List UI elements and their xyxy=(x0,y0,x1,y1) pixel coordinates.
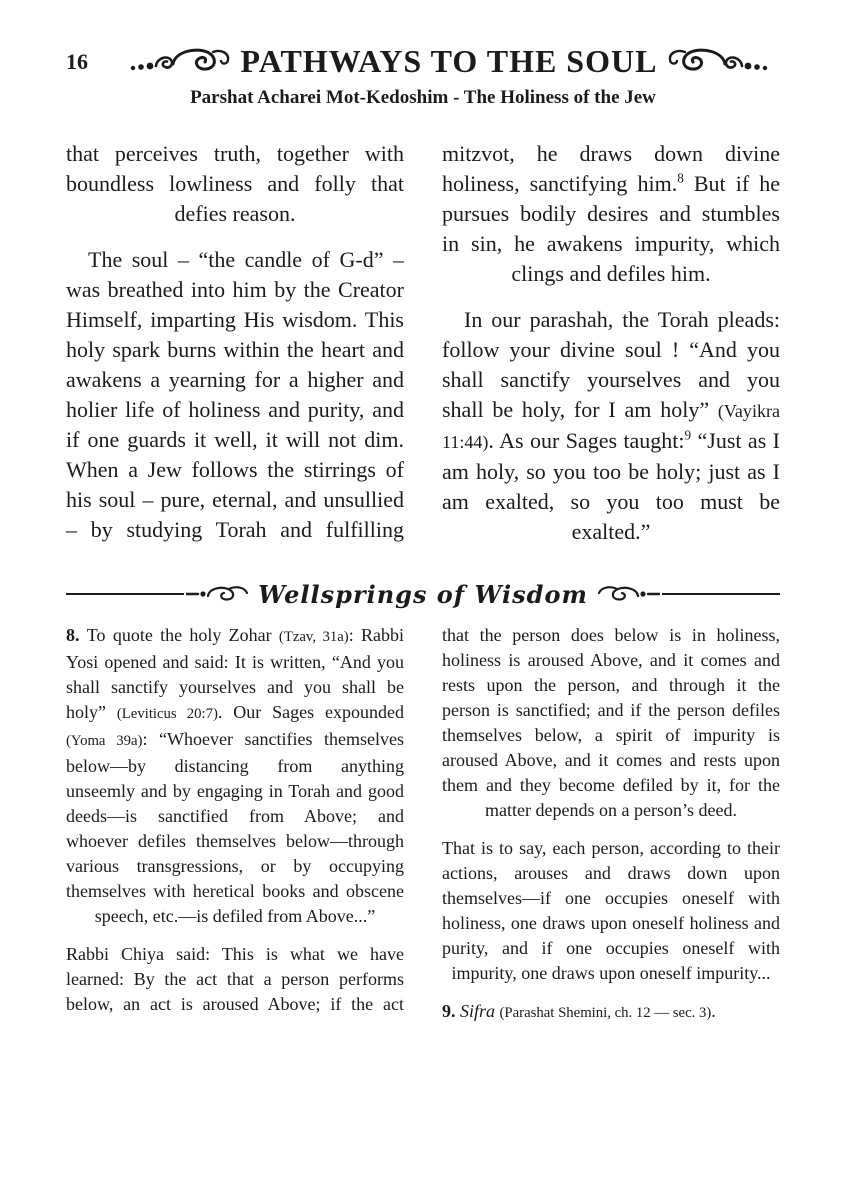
page-number: 16 xyxy=(66,48,88,74)
main-column-left xyxy=(66,139,404,563)
footnote-column-left xyxy=(66,623,404,1039)
book-title: PATHWAYS TO THE SOUL xyxy=(240,43,658,79)
footnotes xyxy=(66,623,780,1039)
footnote-column-right xyxy=(442,623,780,1039)
divider-title: Wellsprings of Wisdom xyxy=(258,579,588,609)
page-header xyxy=(66,44,780,79)
divider-rule-left xyxy=(66,593,184,595)
divider-swirl-left-icon xyxy=(186,584,250,604)
footnote-8-paragraph-4: That is to say, each person, according to their actions, arouses and draws down upon themselves—if one occupies oneself with holiness, one draws upon oneself holiness and purity, and if one occupies oneself with impurity, one draws upon oneself impurity... xyxy=(442,838,780,984)
divider-swirl-right-icon xyxy=(596,584,660,604)
main-left-paragraph-2: The soul – “the candle of G-d” – was breathed into him by the Creator Himself, imparting His wisdom. This holy spark burns within the heart and awakens a yearning for a higher and holier life of holiness and purity, and if one guards it well, it will not dim. When a Jew follows the stirrings of his soul – pure, eternal, and unsullied – by studying Torah and fulfilling xyxy=(66,247,404,543)
main-column-right xyxy=(442,139,780,563)
divider-rule-right xyxy=(662,593,780,595)
chapter-subtitle: Parshat Acharei Mot-Kedoshim - The Holiness of the Jew xyxy=(190,87,656,109)
flourish-right-icon xyxy=(665,45,769,79)
main-right-paragraph-1: mitzvot, he draws down divine holiness, sanctifying him.$^8$ But if he pursues bodily desires and stumbles in sin, he awakens impurity, which clings and defiles him. xyxy=(442,141,780,287)
flourish-left-icon xyxy=(129,45,233,79)
main-left-paragraph-1: that perceives truth, together with boundless lowliness and folly that defies reason. xyxy=(66,141,404,227)
title-block xyxy=(118,44,780,79)
footnote-divider xyxy=(66,577,780,611)
footnote-8-paragraph-1: 8. To quote the holy Zohar (Tzav, 31a): Rabbi Yosi opened and said: It is written, “And you shall sanctify yourselves and you shall be holy” (Leviticus 20:7). Our Sages expounded (Yoma 39a): “Whoever sanctifies themselves below—by distancing from anything unseemly and by engaging in Torah and good deeds—is sanctified from Above; and whoever defiles themselves below—through various transgressions, or by occupying themselves with heretical books and obscene speech, etc.—is defiled from Above...” xyxy=(66,625,405,927)
footnote-9-paragraph: 9. Sifra (Parashat Shemini, ch. 12 — sec. 3). xyxy=(442,1001,716,1022)
footnote-8-paragraph-2: Rabbi Chiya said: This is what we have learned: By the act that a person performs below, an act is aroused Above; if the act xyxy=(66,944,404,1015)
main-right-paragraph-2: In our parashah, the Torah pleads: follow your divine soul ! “And you shall sanctify yourselves and you shall be holy, for I am holy” (Vayikra 11:44). As our Sages taught:$^9$ “Just as I am holy, so you too be holy; just as I am exalted, so you too must be exalted.” xyxy=(442,307,780,545)
footnote-8-paragraph-3: that the person does below is in holiness, holiness is aroused Above, and it comes and rests upon the person, and through it the person is sanctified; and if the person defiles themselves below, a spirit of impurity is aroused Above, and it comes and rests upon them and they become defiled by it, for the matter depends on a person’s deed. xyxy=(442,625,780,821)
main-text xyxy=(66,139,780,563)
